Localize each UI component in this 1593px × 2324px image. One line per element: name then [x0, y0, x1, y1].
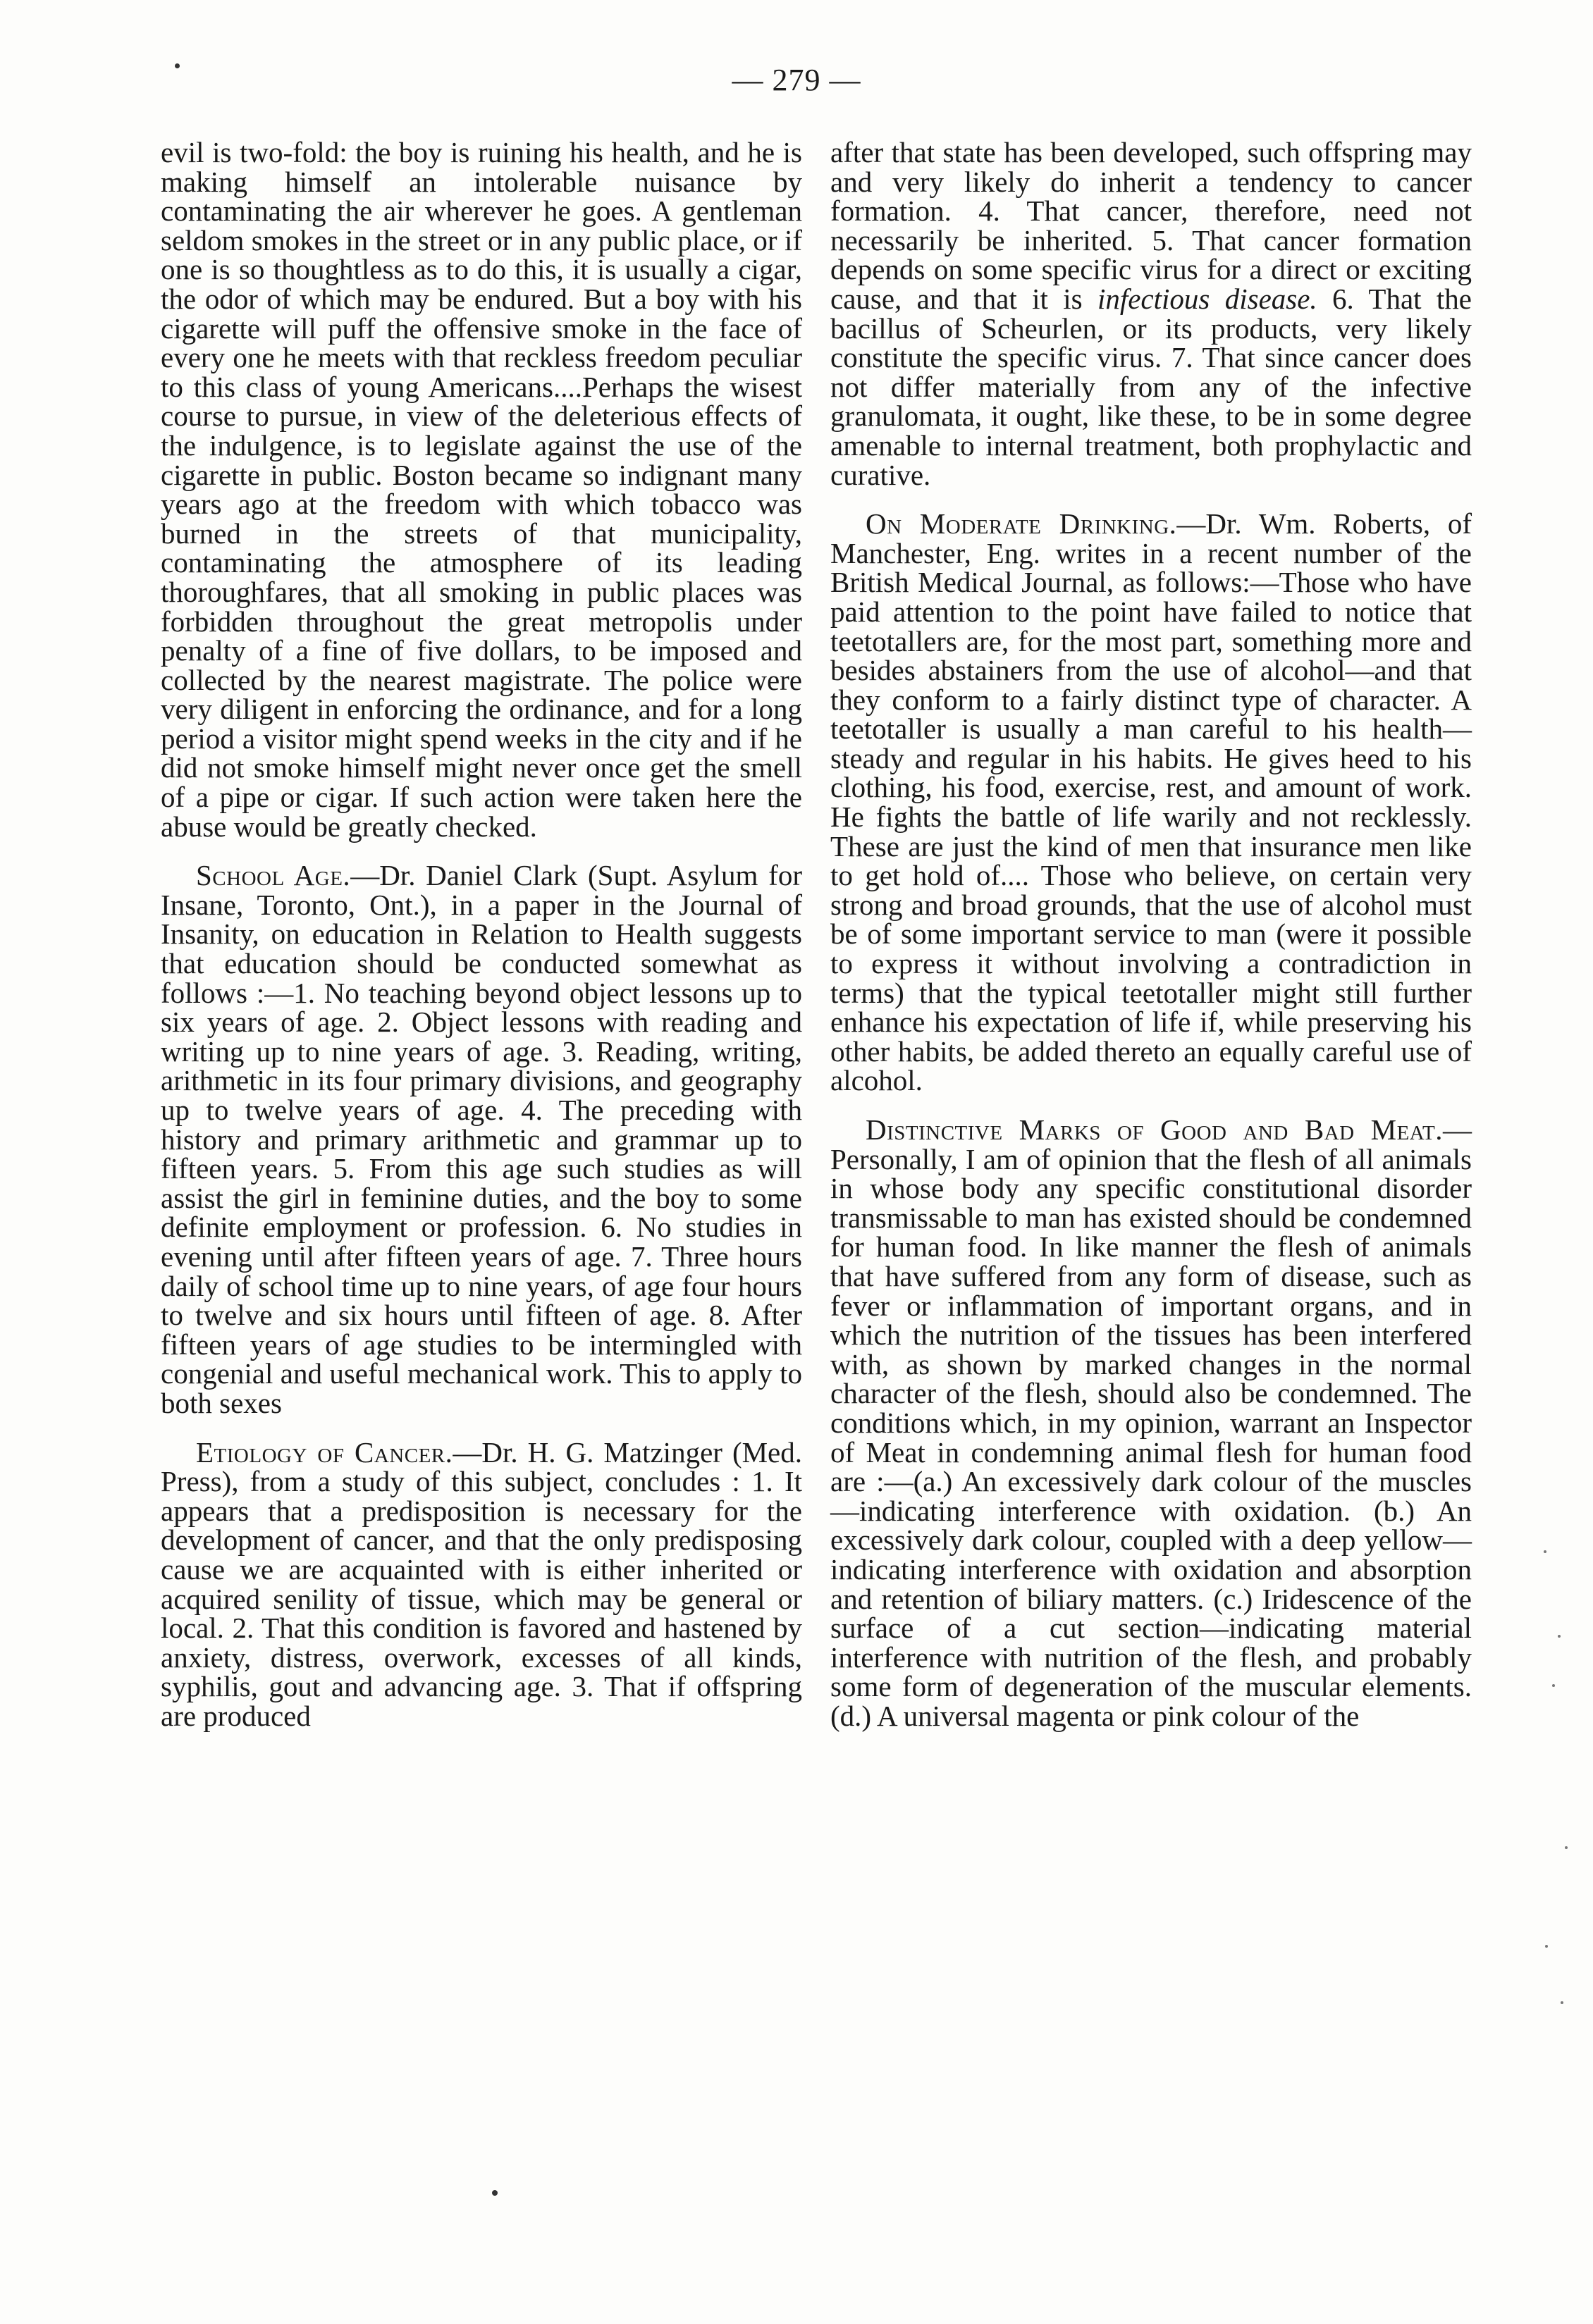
paragraph-etiology — [161, 1435, 802, 1732]
print-speck — [492, 2190, 498, 2196]
paragraph-cigarette-continuation: evil is two-fold: the boy is ruining his health, and he is making himself an intolerable nuisance by contaminating the air wherever he goes. A gentleman seldom smokes in the street or in any public place, or if one is so thoughtless as to do this, it is usually a cigar, the odor of which may be endured. But a boy with his cigarette will puff the offensive smoke in the face of every one he meets with that reckless freedom peculiar to this class of young Americans....Perhaps the wisest course to pursue, in view of the deleterious effects of the indulgence, is to legislate against the use of the cigarette in public. Boston became so indignant many years ago at the freedom with which tobacco was burned in the streets of that municipality, contaminating the atmosphere of its leading thoroughfares, that all smoking in public places was forbidden throughout the great metropolis under penalty of a fine of five dollars, to be imposed and collected by the nearest magistrate. The police were very diligent in enforcing the ordinance, and for a long period a visitor might spend weeks in the city and if he did not smoke himself might never once get the smell of a pipe or cigar. If such action were taken here the abuse would be greatly checked. — [161, 136, 802, 843]
paragraph-moderate-drinking — [830, 509, 1472, 1096]
text-moderate-drinking: —Dr. Wm. Roberts, of Manchester, Eng. writes in a recent number of the British Medical Journal, as follows:—Those who have paid attention to the point have failed to notice that teetotallers are, for the most part, something more and besides abstainers from the use of alcohol—and that they conform to a fairly distinct type of character. A teetotaller is usually a man careful to his health—steady and regular in his habits. He gives heed to his clothing, his food, exercise, rest, and amount of work. He fights the battle of life warily and not recklessly. These are just the kind of men that insurance men like to get hold of.... Those who believe, on certain very strong and broad grounds, that the use of alcohol must be of some important service to man (were it possible to express it without involving a contradiction in terms) that the typical teetotaller might still further enhance his expectation of life if, while preserving his other habits, be added thereto an equally careful use of alcohol. — [830, 507, 1472, 1097]
section-marks-of-meat — [830, 1115, 1472, 1731]
paragraph-cancer-continuation — [830, 138, 1472, 490]
text-cancer-continuation-a: after that state has been developed, such offspring may and very likely do inherit a tendency to cancer formation. 4. That cancer, therefore, need not necessarily be inherited. 5. That cancer formation depends on some specific virus for a direct or exciting cause, and that it is — [830, 136, 1472, 315]
section-moderate-drinking — [830, 509, 1472, 1096]
heading-school-age: School Age. — [196, 859, 351, 892]
text-cancer-continuation-b: 6. That the bacillus of Scheurlen, or its products, very likely constitute the specific virus. 7. That since cancer does not differ materially from any of the infective granulomata, it ought, like these, to be in some degree amenable to internal treatment, both prophylactic and curative. — [830, 282, 1472, 491]
text-marks-of-meat: —Personally, I am of opinion that the flesh of all animals in whose body any specific constitutional disorder transmissable to man has existed should be condemned for human food. In like manner the flesh of animals that have suffered from any form of disease, such as fever or inflammation of important organs, and in which the nutrition of the tissues has been interfered with, as shown by marked changes in the normal character of the flesh, should also be condemned. The conditions which, in my opinion, warrant an Inspector of Meat in condemning animal flesh for human food are :—(a.) An excessively dark colour of the muscles—indicating interference with oxidation. (b.) An excessively dark colour, coupled with a deep yellow—indicating interference with oxidation and absorption and retention of biliary matters. (c.) Iridescence of the surface of a cut section—indicating material interference with nutrition of the flesh, and probably some form of degeneration of the muscular elements. (d.) A universal magenta or pink colour of the — [830, 1113, 1472, 1732]
page-number: — 279 — — [732, 63, 861, 97]
heading-marks-of-meat: Distinctive Marks of Good and Bad Meat. — [866, 1113, 1443, 1146]
section-school-age — [161, 861, 802, 1418]
text-etiology: —Dr. H. G. Matzinger (Med. Press), from a study of this subject, concludes : 1. It appears that a predisposition is necessary for the development of cancer, and that the only predisposing cause we are acquainted with is either inherited or acquired senility of tissue, which may be general or local. 2. That this condition is favored and hastened by anxiety, distress, overwork, excesses of all kinds, syphilis, gout and advancing age. 3. That if offspring are produced — [161, 1435, 802, 1732]
margin-specks — [1537, 1550, 1579, 2044]
text-infectious-disease: infectious disease. — [1097, 282, 1317, 315]
right-column — [830, 138, 1472, 1731]
left-column — [161, 138, 802, 1731]
heading-moderate-drinking: On Moderate Drinking. — [866, 507, 1177, 540]
section-etiology-of-cancer — [161, 1435, 802, 1732]
text-school-age: —Dr. Daniel Clark (Supt. Asylum for Insane, Toronto, Ont.), in a paper in the Journal of Insanity, on education in Relation to Health suggests that education should be conducted somewhat as follows :—1. No teaching beyond object lessons up to six years of age. 2. Object lessons with reading and writing up to nine years of age. 3. Reading, writing, arithmetic in its four primary divisions, and geography up to twelve years of age. 4. The preceding with history and primary arithmetic and grammar up to fifteen years. 5. From this age such studies as will assist the girl in feminine duties, and the boy to some definite employment or profession. 6. No studies in evening until after fifteen years of age. 7. Three hours daily of school time up to nine years, of age four hours to twelve and six hours until fifteen of age. 8. After fifteen years of age studies to be intermingled with congenial and useful mechanical work. This to apply to both sexes — [161, 859, 802, 1419]
heading-etiology-of-cancer: Etiology of Cancer. — [196, 1435, 453, 1469]
paragraph-marks-of-meat — [830, 1115, 1472, 1731]
paragraph-school-age — [161, 861, 802, 1418]
